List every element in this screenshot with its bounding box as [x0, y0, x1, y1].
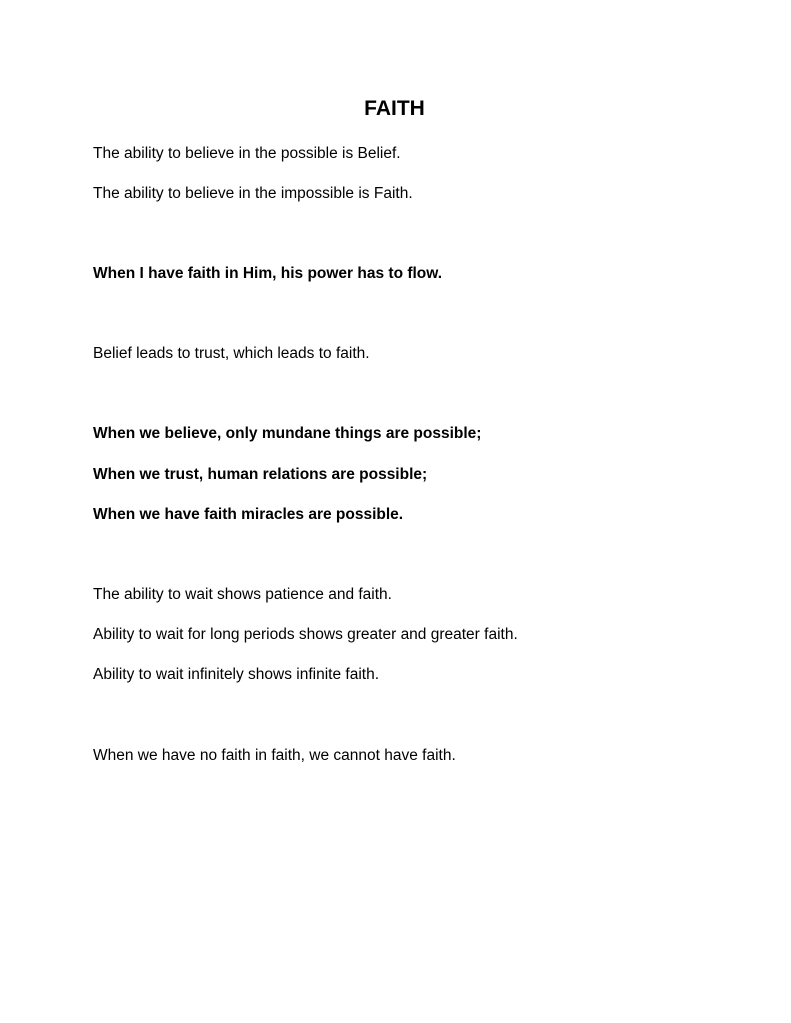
document-title-text: FAITH: [364, 97, 425, 120]
text-line-10: Ability to wait infinitely shows infinite faith.: [93, 666, 380, 683]
document-title: [0, 96, 791, 122]
text-line-2: The ability to believe in the impossible is Faith.: [93, 185, 413, 202]
text-line-8: The ability to wait shows patience and faith.: [93, 586, 392, 603]
text-line-1: The ability to believe in the possible is Belief.: [93, 145, 401, 162]
text-line-6: When we trust, human relations are possible;: [93, 466, 428, 483]
text-line-11: When we have no faith in faith, we cannot have faith.: [93, 747, 456, 764]
text-line-7: When we have faith miracles are possible.: [93, 506, 404, 523]
text-line-3: When I have faith in Him, his power has to flow.: [93, 265, 443, 282]
text-line-4: Belief leads to trust, which leads to faith.: [93, 345, 370, 362]
text-line-9: Ability to wait for long periods shows greater and greater faith.: [93, 626, 518, 643]
text-line-5: When we believe, only mundane things are possible;: [93, 425, 482, 442]
